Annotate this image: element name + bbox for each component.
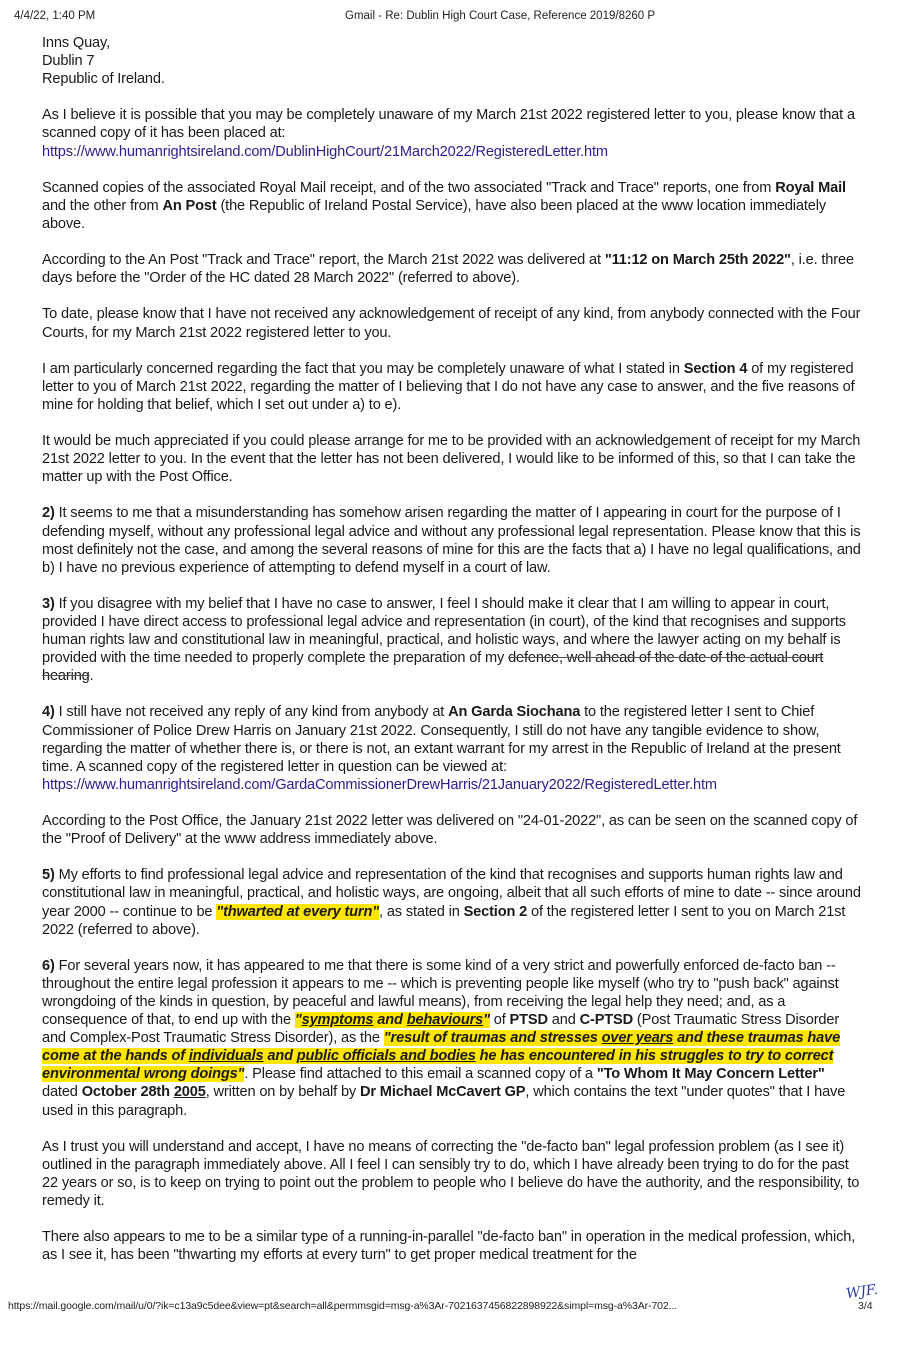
point-number: 4) <box>42 704 55 721</box>
email-subject-title: Gmail - Re: Dublin High Court Case, Reference 2019/8260 P <box>345 10 656 22</box>
text: he has encountered in his struggles to try to correct environmental wrong doings" <box>42 1048 834 1083</box>
paragraph-medical-profession: There also appears to me to be a similar type of a running-in-parallel "de-facto ban" in operation in the medical profession, which, as I see it, has been "thwarting my efforts at every turn" to get proper medical treatment for the <box>42 1229 856 1264</box>
text: I am particularly concerned regarding the fact that you may be completely unaware of what I stated in <box>42 360 684 377</box>
bold-text: Section 4 <box>683 360 748 377</box>
text: (Post Traumatic Stress Disorder and Complex-Post Traumatic Stress Disorder), as the <box>42 1012 840 1047</box>
text: According to the An Post "Track and Trace" report, the March 21st 2022 was delivered at <box>42 252 605 269</box>
bold-text: "11:12 on March 25th 2022" <box>604 252 791 269</box>
text: , i.e. three days before the "Order of the HC dated 28 March 2022" (referred to above). <box>42 252 854 287</box>
text: , written on by behalf by <box>205 1084 360 1101</box>
text: It seems to me that a misunderstanding has somehow arisen regarding the matter of I appearing in court for the purpose of I defending myself, without any professional legal advice and without any professional legal representation. Please know that this is most definitely not the case, and among the several reasons of mine for this are the facts that a) I have no legal qualifications, and b) I have no previous experience of attempting to defend myself in a court of law. <box>42 505 861 576</box>
paragraph-point-3 <box>42 595 862 685</box>
text: of my registered letter to you of March 21st 2022, regarding the matter of I believing that I do not have any case to answer, and the five reasons of mine for holding that belief, which I set out under a) to e). <box>42 360 855 413</box>
print-datetime: 4/4/22, 1:40 PM <box>14 10 96 22</box>
text: and <box>263 1048 297 1065</box>
highlighted-quote <box>295 1012 490 1028</box>
paragraph-no-acknowledgement: To date, please know that I have not received any acknowledgement of receipt of any kind, from anybody connected with the Four Courts, for my March 21st 2022 registered letter to you. <box>42 306 861 341</box>
address-line: Republic of Ireland. <box>42 71 165 88</box>
text: . <box>89 668 94 685</box>
paragraph-track-and-trace <box>42 251 862 287</box>
paragraph-section-4-concern <box>42 360 862 414</box>
text: , as stated in <box>379 903 464 920</box>
bold-text: October 28th <box>81 1084 174 1101</box>
paragraph-point-4 <box>42 703 862 793</box>
bold-text: PTSD <box>509 1012 548 1029</box>
point-number: 2) <box>42 505 55 522</box>
text: and <box>547 1012 580 1029</box>
paragraph-de-facto-ban: As I trust you will understand and accept, I have no means of correcting the "de-facto ban" legal profession problem (as I see it) outlined in the paragraph immediately above. All I feel I can sensibly try to do, which I have already been trying to do for the past 22 years or so, is to keep on trying to point out the problem to people who I believe do have the authority, and the responsibility, to remedy it. <box>42 1138 860 1209</box>
underlined-text: symptoms <box>301 1012 374 1029</box>
footer-url: https://mail.google.com/mail/u/0/?ik=c13a9c5dee&view=pt&search=all&permmsgid=msg-a%3Ar-7021637456822898922&simpl=msg-a%3Ar-702... <box>8 1300 678 1312</box>
address-line: Dublin 7 <box>42 53 95 70</box>
bold-text: "To Whom It May Concern Letter" <box>596 1066 825 1083</box>
bold-text: C-PTSD <box>579 1012 634 1029</box>
registered-letter-link[interactable]: https://www.humanrightsireland.com/DublinHighCourt/21March2022/RegisteredLetter.htm <box>42 143 608 160</box>
point-number: 3) <box>42 595 55 612</box>
text: (the Republic of Ireland Postal Service), have also been placed at the www location immediately above. <box>42 197 826 232</box>
paragraph-proof-of-delivery: According to the Post Office, the January 21st 2022 letter was delivered on "24-01-2022", as can be seen on the scanned copy of the "Proof of Delivery" at the www address immediately above. <box>42 813 858 848</box>
underlined-text: behaviours <box>406 1012 484 1029</box>
underlined-text: over years <box>601 1030 674 1047</box>
quote-mark: " <box>294 1012 302 1029</box>
text: , which contains the text "under quotes" that I have used in this paragraph. <box>42 1084 846 1119</box>
underlined-text: individuals <box>188 1048 264 1065</box>
paragraph-point-5 <box>42 866 862 938</box>
paragraph-text: As I believe it is possible that you may be completely unaware of my March 21st 2022 registered letter to you, please know that a scanned copy of it has been placed at: <box>42 107 855 142</box>
paragraph-point-2 <box>42 504 862 576</box>
struck-text: defence, well ahead of the date of the actual court hearing <box>42 650 824 685</box>
text: My efforts to find professional legal advice and representation of the kind that recognises and supports human rights law and constitutional law in meaningful, practical, and holistic ways, are ongoing, albeit that all such efforts of mine to date -- since around year 2000 -- continue to be <box>42 867 861 920</box>
garda-letter-link[interactable]: https://www.humanrightsireland.com/GardaCommissionerDrewHarris/21January2022/RegisteredLetter.htm <box>42 776 717 793</box>
underlined-year: 2005 <box>173 1084 206 1101</box>
address-line: Inns Quay, <box>42 35 110 51</box>
text: and the other from <box>42 197 163 214</box>
text: . Please find attached to this email a scanned copy of a <box>244 1066 597 1083</box>
paragraph-registered-letter <box>42 106 862 160</box>
point-number: 5) <box>42 867 55 884</box>
paragraph-scanned-copies <box>42 179 862 233</box>
text: Scanned copies of the associated Royal Mail receipt, and of the two associated "Track and Trace" reports, one from <box>42 179 776 196</box>
page-number: 3/4 <box>858 1300 873 1312</box>
bold-text: Section 2 <box>463 903 528 920</box>
print-header <box>0 10 900 28</box>
bold-text: Dr Michael McCavert GP <box>359 1084 526 1101</box>
text: and <box>373 1012 407 1029</box>
text: to the registered letter I sent to Chief Commissioner of Police Drew Harris on January 21st 2022. Consequently, I still do not have any tangible evidence to show, regarding the matter of whether there is, or there is not, an extant warrant for my arrest in the Republic of Ireland at the present time. A scanned copy of the registered letter in question can be viewed at: <box>42 704 841 775</box>
bold-text: An Post <box>162 197 217 214</box>
text: dated <box>42 1084 82 1101</box>
recipient-address <box>42 34 862 88</box>
text: I still have not received any reply of any kind from anybody at <box>54 704 449 721</box>
underlined-text: public officials and bodies <box>296 1048 476 1065</box>
handwritten-initials: WJF. <box>845 1281 879 1303</box>
text: For several years now, it has appeared to me that there is some kind of a very strict and powerfully enforced de-facto ban -- throughout the entire legal profession it appears to me -- which is preventing people like myself (who try to "push back" against wrongdoing of the kinds in question, by peaceful and lawful means), from receiving the legal help they need; and, as a consequence of that, to end up with the <box>42 957 839 1029</box>
text: "result of traumas and stresses <box>383 1030 602 1047</box>
text: of the registered letter I sent to you on March 21st 2022 (referred to above). <box>42 903 846 938</box>
text: and these traumas have come at the hands of <box>42 1030 841 1065</box>
email-body <box>42 34 862 1282</box>
paragraph-acknowledgement-request: It would be much appreciated if you could please arrange for me to be provided with an acknowledgement of receipt for my March 21st 2022 letter to you. In the event that the letter has not been delivered, I would like to be informed of this, so that I can take the matter up with the Post Office. <box>42 433 861 486</box>
text: If you disagree with my belief that I have no case to answer, I feel I should make it clear that I am willing to appear in court, provided I have direct access to professional legal advice and representation (in court), of the kind that recognises and supports human rights law and constitutional law in meaningful, practical, and holistic ways, and where the lawyer acting on my behalf is provided with the time needed to properly complete the preparation of my <box>42 595 846 667</box>
print-footer <box>0 1300 900 1320</box>
text: of <box>489 1012 510 1029</box>
bold-text: Royal Mail <box>775 179 846 196</box>
quote-mark: " <box>483 1012 490 1029</box>
highlighted-quote: "thwarted at every turn" <box>216 903 380 920</box>
bold-text: An Garda Siochana <box>448 704 581 721</box>
point-number: 6) <box>42 957 55 974</box>
paragraph-point-6 <box>42 957 862 1120</box>
